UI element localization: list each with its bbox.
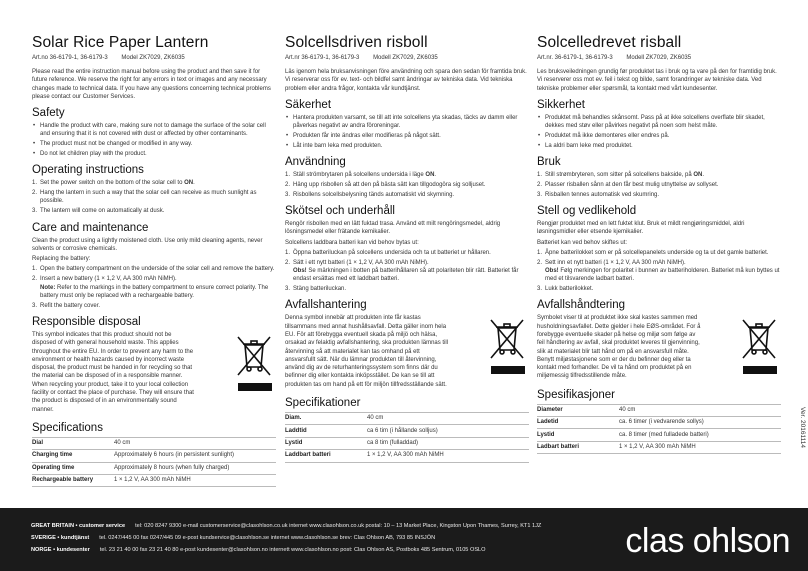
model-number: Modell ZK7029, ZK6035 (626, 55, 692, 61)
specs-table (285, 412, 529, 463)
table-row: Laddtid ca 6 tim (i hållande solljus) (285, 425, 529, 437)
table-row: Lystid ca 8 tim (fulladdad) (285, 437, 529, 449)
safety-list (537, 114, 781, 150)
model-number: Model ZK7029, ZK6035 (121, 55, 185, 61)
safety-heading: Säkerhet (285, 98, 332, 111)
table-row: Dial 40 cm (32, 437, 276, 449)
table-row: Operating time Approximately 8 hours (when fully charged) (32, 462, 276, 474)
operating-heading: Användning (285, 156, 346, 169)
care-list (32, 265, 276, 309)
crossed-bin-icon (737, 314, 781, 374)
version-label: Ver. 20161114 (799, 407, 806, 448)
list-item: 2. Insert a new battery (1 × 1,2 V, AA 300 mAh NiMH). Note: Refer to the markings in the battery compartment to ensure correct polarity. The battery must only be replaced with a rechargeable battery. (32, 276, 269, 299)
list-item: 1. Still strømbryteren, som sitter på solcellens bakside, på ON. (537, 172, 705, 179)
disposal-heading: Avfallshantering (285, 299, 367, 312)
intro-text: Please read the entire instruction manual before using the product and then save it for future reference. We reserve the right for any errors in text or images and any necessary changes made to technical data. If you have any questions concerning technical problems please contact our Customer Services. (32, 69, 271, 100)
table-row: Rechargeable battery 1 × 1,2 V, AA 300 mAh NiMH (32, 475, 276, 487)
list-item: 2. Häng upp risbollen så att den på bästa sätt kan tillgodogöra sig solljuset. (285, 181, 486, 188)
operating-heading: Bruk (537, 156, 561, 169)
table-row: Diam. 40 cm (285, 413, 529, 425)
article-number: Art.nr. 36-6179-1, 36-6179-3 (537, 55, 613, 61)
list-item: • Produkten får inte ändras eller modifieras på något sätt. (285, 132, 529, 140)
list-item: 2. Sätt i ett nytt batteri (1 × 1,2 V, AA 300 mAh NiMH). Obs! Se märkningen i botten på batterihållaren så att polariteten blir rätt. Batteriet får endast ersättas med ett laddbart batteri. (285, 259, 519, 283)
list-item: • The product must not be changed or modified in any way. (32, 140, 276, 148)
care-replace-label: Batteriet kan ved behov skiftes ut: (537, 239, 628, 246)
specs-heading: Specifications (32, 421, 103, 434)
article-line (537, 55, 781, 61)
care-replace-label: Solcellens laddbara batteri kan vid behov bytas ut: (285, 239, 419, 246)
product-title: Solcellsdriven risboll (285, 34, 428, 51)
specs-heading: Spesifikasjoner (537, 388, 615, 401)
care-replace-label: Replacing the battery: (32, 256, 91, 263)
list-item: 3. The lantern will come on automatically at dusk. (32, 208, 165, 215)
list-item: • Hantera produkten varsamt, se till att inte solcellens yta skadas, täcks av damm eller påverkas negativt av andra föroreningar. (285, 114, 529, 131)
disposal-text: This symbol indicates that this product should not be disposed of with general household waste. This applies throughout the entire EU. In order to prevent any harm to the environment or health hazards caused by incorrect waste disposal, the product must be handed in for recycling so that the material can be disposed of in a responsible manner. When recycling your product, take it to your local collection facility or contact the place of purchase. They will ensure that the product is disposed of in an environmentally sound manner. (32, 331, 194, 413)
table-row: Charging time Approximately 6 hours (in persistent sunlight) (32, 450, 276, 462)
disposal-text: Denna symbol innebär att produkten inte får kastas tillsammans med annat hushållsavfall. Detta gäller inom hela EU. För att förebygga eventuell skada på miljö och hälsa, orsakad av felaktig avfallshantering, ska produkten lämnas till återvinning så att materialet kan tas omhand på ett ansvarsfullt sätt. När du lämnar produkten till återvinning, använd dig av de returhanteringssystem som finns där du befinner dig eller kontakta inköpsstället. De kan se till att produkten tas om hand på ett för miljön tillfredsställande sätt. (285, 315, 449, 388)
list-item: 1. Open the battery compartment on the underside of the solar cell and remove the battery. (32, 266, 275, 273)
care-text: Clean the product using a lightly moistened cloth. Use only mild cleaning agents, never solvents or corrosive chemicals. (32, 237, 263, 252)
list-item: • Handle the product with care, making sure not to damage the surface of the solar cell and ensuring that it is not covered with dust or affected by other contaminants. (32, 122, 276, 139)
disposal-heading: Responsible disposal (32, 315, 141, 328)
list-item: 2. Plasser risballen sånn at den får best mulig utnyttelse av sollyset. (537, 181, 719, 188)
product-title: Solcelledrevet risball (537, 34, 682, 51)
list-item: • Låt inte barn leka med produkten. (285, 142, 529, 150)
column-en (32, 34, 276, 487)
list-item: • Produktet må behandles skånsomt. Pass på at ikke solcellens overflate blir skadet, dekkes med støv eller påvirkes negativt på noen som helst måte. (537, 114, 781, 131)
safety-list (32, 122, 276, 158)
specs-heading: Specifikationer (285, 397, 361, 410)
care-heading: Skötsel och underhåll (285, 204, 395, 217)
footer (0, 508, 808, 571)
operating-heading: Operating instructions (32, 164, 144, 177)
care-heading: Stell og vedlikehold (537, 204, 637, 217)
list-item: • La aldri barn leke med produktet. (537, 142, 781, 150)
safety-heading: Sikkerhet (537, 98, 585, 111)
care-list (285, 249, 529, 293)
model-number: Modell ZK7029, ZK6035 (373, 55, 438, 61)
intro-text: Läs igenom hela bruksanvisningen före användning och spara den sedan för framtida bruk. Vi reserverar oss för ev. text- och bildfel samt ändringar av tekniska data. Vid tekniska problem eller andra frågor, kontakta vår kundtjänst. (285, 69, 527, 92)
table-row: Ladetid ca. 6 timer (i vedvarende sollys) (537, 417, 781, 429)
care-text: Rengjør produktet med en lett fuktet klut. Bruk et mildt rengjøringsmiddel, aldri løsningsmidler eller etsende kjemikalier. (537, 220, 745, 236)
list-item: 2. Sett inn et nytt batteri (1 × 1,2 V, AA 300 mAh NiMH). Obs! Følg merkingen for polaritet i bunnen av batteriholderen. Batteriet må kun byttes ut med et tilsvarende ladbart batteri. (537, 259, 780, 283)
table-row: Ladbart batteri 1 × 1,2 V, AA 300 mAh NiMH (537, 441, 781, 453)
safety-heading: Safety (32, 107, 65, 120)
list-item: 1. Set the power switch on the bottom of the solar cell to ON. (32, 180, 195, 187)
footer-gb: GREAT BRITAIN • customer service tel: 020 8247 9300 e-mail customerservice@clasohlson.co.uk internet www.clasohlson.co.uk postal: 10 – 13 Market Place, Kingston Upon Thames, Surrey, KT1 1JZ (31, 523, 542, 529)
operating-list (537, 171, 781, 199)
care-heading: Care and maintenance (32, 221, 149, 234)
care-list (537, 249, 781, 293)
intro-text: Les bruksveiledningen grundig før produktet tas i bruk og ta vare på den for framtidig bruk. Vi reserverer oss mot ev. feil i tekst og bilde, samt forandringer av tekniske data. Ved tekniske problemer eller spørsmål, ta kontakt med vårt kundesenter. (537, 69, 777, 92)
list-item: 2. Hang the lantern in such a way that the solar cell can receive as much sunlight as possible. (32, 190, 257, 205)
list-item: • Produktet må ikke demonteres eller endres på. (537, 132, 781, 140)
list-item: 3. Risbollens solcellsbelysning tänds automatiskt vid skymning. (285, 191, 455, 198)
care-text: Rengör risbollen med en lätt fuktad trasa. Använd ett milt rengöringsmedel, aldrig lösningsmedel eller frätande kemikalier. (285, 220, 501, 236)
list-item: 3. Refit the battery cover. (32, 302, 101, 309)
list-item: 1. Öppna batteriluckan på solcellens undersida och ta ut batteriet ur hållaren. (285, 249, 491, 256)
operating-list (285, 171, 529, 199)
disposal-heading: Avfallshåndtering (537, 299, 626, 312)
article-number: Art.no 36-6179-1, 36-6179-3 (32, 55, 108, 61)
table-row: Laddbart batteri 1 × 1,2 V, AA 300 mAh NiMH (285, 450, 529, 462)
brand-logo: clas ohlson (625, 522, 790, 560)
specs-table (537, 404, 781, 455)
footer-no: NORGE • kundesenter tel. 23 21 40 00 fax 23 21 40 80 e-post kundesenter@clasohlson.no internett www.clasohlson.no post: Clas Ohlson AS, Postboks 485 Sentrum, 0105 OSLO (31, 547, 486, 553)
footer-se: SVERIGE • kundtjänst tel. 0247/445 00 fax 0247/445 09 e-post kundservice@clasohlson.se internet www.clasohlson.se brev: Clas Ohlson AB, 793 85 INSJÖN (31, 535, 436, 541)
article-number: Art.nr 36-6179-1, 36-6179-3 (285, 55, 360, 61)
operating-list (32, 179, 276, 215)
column-no (537, 34, 781, 454)
table-row: Diameter 40 cm (537, 404, 781, 416)
safety-list (285, 114, 529, 150)
product-title: Solar Rice Paper Lantern (32, 34, 209, 51)
column-sv (285, 34, 529, 463)
list-item: 3. Stäng batteriluckan. (285, 286, 347, 293)
list-item: 3. Lukk batterilokket. (537, 286, 594, 293)
disposal-text: Symbolet viser til at produktet ikke skal kastes sammen med husholdningsavfallet. Dette gjelder i hele EØS-området. For å forebygge eventuelle skader på helse og miljø som følge av feil håndtering av avfall, skal produktet leveres til gjenvinning, slik at materialet blir tatt hånd om på en ansvarsfull måte. Benytt miljøstasjonene som er der du befinner deg eller ta kontakt med forhandler. De vil ta hånd om produktet på en miljømessig tilfredsstillende måte. (537, 315, 701, 380)
article-line (32, 55, 276, 61)
list-item: 1. Ställ strömbrytaren på solcellens undersida i läge ON. (285, 172, 437, 179)
table-row: Lystid ca. 8 timer (med fulladede batteri) (537, 429, 781, 441)
crossed-bin-icon (232, 331, 276, 391)
list-item: 3. Risballen tennes automatisk ved skumring. (537, 191, 660, 198)
list-item: • Do not let children play with the product. (32, 150, 276, 158)
crossed-bin-icon (485, 314, 529, 374)
article-line (285, 55, 529, 61)
specs-table (32, 437, 276, 488)
list-item: 1. Åpne batterilokket som er på solcellepanelets underside og ta ut det gamle batteriet. (537, 249, 769, 256)
